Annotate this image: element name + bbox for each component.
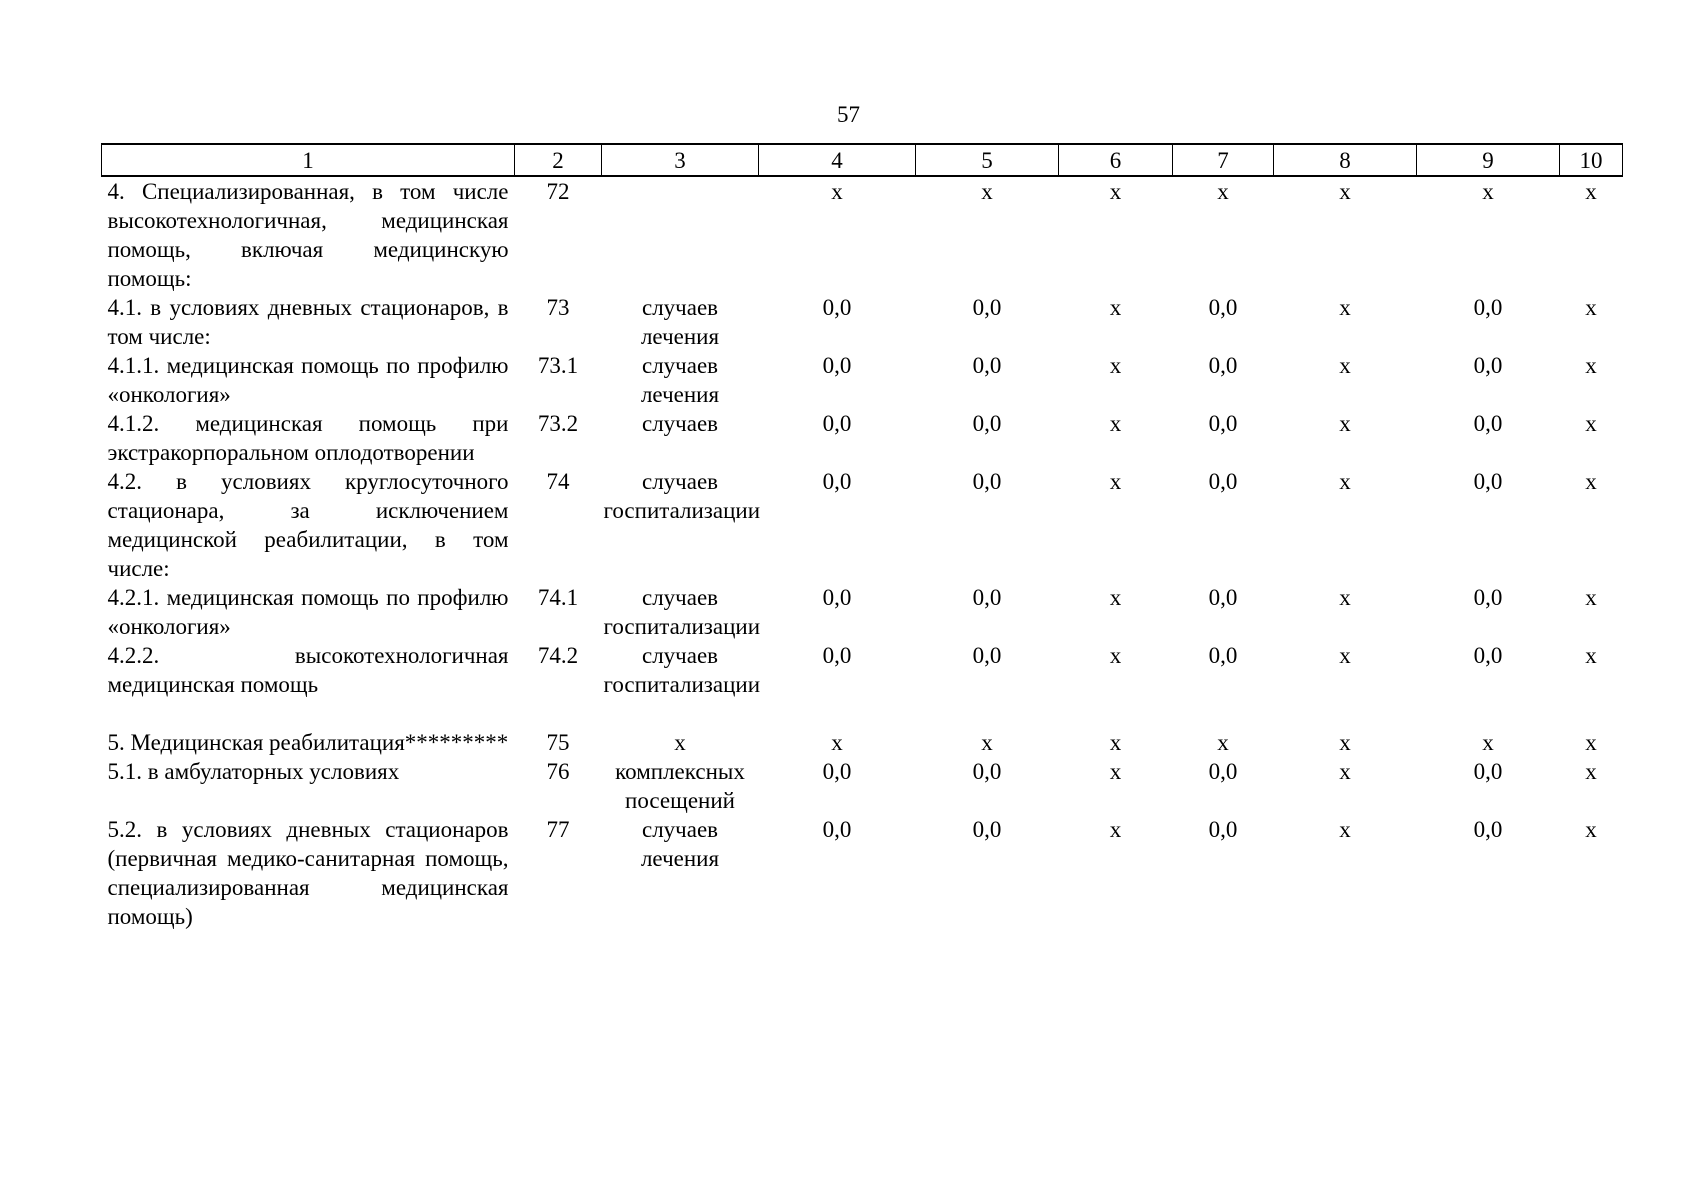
row-value-cell: х <box>1339 643 1351 668</box>
column-header: 7 <box>1173 144 1274 176</box>
row-value-cell: 0,0 <box>1473 585 1503 610</box>
row-code-cell: 76 <box>546 759 570 784</box>
row-value-cell: х <box>1585 469 1597 494</box>
row-value-cell: 0,0 <box>822 585 852 610</box>
row-value-cell: 0,0 <box>1473 469 1503 494</box>
table-row <box>102 815 1623 931</box>
row-value-cell: 0,0 <box>972 295 1002 320</box>
row-value-cell: 0,0 <box>1473 759 1503 784</box>
row-value-cell: 0,0 <box>972 411 1002 436</box>
row-value-cell: х <box>1482 730 1494 755</box>
row-value-cell: х <box>1339 759 1351 784</box>
row-value-cell: х <box>831 730 843 755</box>
row-value-cell: 0,0 <box>1208 759 1238 784</box>
row-value-cell: х <box>1339 179 1351 204</box>
table-row <box>102 467 1623 583</box>
row-value-cell: х <box>1339 411 1351 436</box>
row-value-cell: х <box>1109 179 1122 204</box>
row-value-cell: х <box>1339 585 1351 610</box>
row-value-cell: х <box>1585 295 1597 320</box>
table-row <box>102 409 1623 467</box>
table-row <box>102 728 1623 757</box>
table-row <box>102 293 1623 351</box>
page-number: 57 <box>837 102 860 127</box>
row-value-cell: х <box>981 179 993 204</box>
row-value-cell: 0,0 <box>1208 643 1238 668</box>
row-value-cell: 0,0 <box>972 759 1002 784</box>
row-unit-cell: случаев госпитализации <box>603 469 761 523</box>
row-value-cell: х <box>1217 179 1229 204</box>
column-header: 10 <box>1560 144 1623 176</box>
row-value-cell: х <box>1585 585 1597 610</box>
data-table <box>101 143 1623 931</box>
row-value-cell: х <box>1585 817 1597 842</box>
row-value-cell: 0,0 <box>1208 411 1238 436</box>
row-name-cell: 4.2. в условиях круглосуточного стационара, за исключением медицинской реабилитации, в том числе: <box>107 469 509 581</box>
row-value-cell: 0,0 <box>822 353 852 378</box>
row-value-cell: 0,0 <box>1208 469 1238 494</box>
row-code-cell: 75 <box>546 730 570 755</box>
row-value-cell: 0,0 <box>1473 817 1503 842</box>
column-header: 5 <box>916 144 1059 176</box>
row-value-cell: х <box>1585 730 1597 755</box>
row-value-cell: х <box>1339 817 1351 842</box>
row-value-cell: х <box>1109 353 1122 378</box>
row-value-cell: х <box>1109 730 1122 755</box>
spacer-cell <box>102 699 1623 728</box>
row-name-cell: 4.2.1. медицинская помощь по профилю «онкология» <box>107 585 509 639</box>
row-value-cell: 0,0 <box>1473 353 1503 378</box>
row-value-cell: х <box>1585 353 1597 378</box>
row-value-cell: 0,0 <box>1473 643 1503 668</box>
row-value-cell: 0,0 <box>1473 411 1503 436</box>
table-row <box>102 176 1623 293</box>
column-header: 2 <box>515 144 602 176</box>
row-value-cell: 0,0 <box>972 469 1002 494</box>
row-name-cell: 4.2.2. высокотехнологичная медицинская помощь <box>107 643 509 697</box>
row-value-cell: х <box>1339 353 1351 378</box>
row-name-cell: 5. Медицинская реабилитация********* <box>107 730 509 755</box>
row-name-cell: 4.1. в условиях дневных стационаров, в том числе: <box>107 295 509 349</box>
row-unit-cell: случаев госпитализации <box>603 585 761 639</box>
row-value-cell: х <box>1109 585 1122 610</box>
row-unit-cell: случаев лечения <box>640 817 720 871</box>
row-value-cell: 0,0 <box>1208 585 1238 610</box>
row-name-cell: 4.1.2. медицинская помощь при экстракорпоральном оплодотворении <box>107 411 509 465</box>
row-unit-cell: случаев госпитализации <box>603 643 761 697</box>
row-value-cell: х <box>1339 469 1351 494</box>
row-value-cell: х <box>1109 295 1122 320</box>
column-header: 4 <box>759 144 916 176</box>
row-name-cell: 5.2. в условиях дневных стационаров (первичная медико-санитарная помощь, специализированная медицинская помощь) <box>107 817 509 929</box>
row-unit-cell: случаев <box>641 411 719 436</box>
row-unit-cell <box>602 176 759 293</box>
row-value-cell: 0,0 <box>822 759 852 784</box>
row-code-cell: 74.1 <box>537 585 579 610</box>
table-row <box>102 757 1623 815</box>
row-code-cell: 77 <box>546 817 570 842</box>
row-code-cell: 74 <box>546 469 570 494</box>
column-header: 9 <box>1417 144 1560 176</box>
row-name-cell: 4. Специализированная, в том числе высокотехнологичная, медицинская помощь, включая медицинскую помощь: <box>107 179 509 291</box>
row-unit-cell: комплексных посещений <box>615 759 745 813</box>
row-unit-cell: х <box>674 730 686 755</box>
table-row <box>102 641 1623 699</box>
row-value-cell: 0,0 <box>1473 295 1503 320</box>
row-value-cell: 0,0 <box>822 469 852 494</box>
row-value-cell: х <box>1482 179 1494 204</box>
row-value-cell: х <box>1585 179 1597 204</box>
row-value-cell: 0,0 <box>822 295 852 320</box>
table-row <box>102 351 1623 409</box>
row-value-cell: х <box>1339 730 1351 755</box>
row-value-cell: 0,0 <box>822 411 852 436</box>
row-value-cell: 0,0 <box>822 643 852 668</box>
row-value-cell: х <box>1585 411 1597 436</box>
row-value-cell: 0,0 <box>972 643 1002 668</box>
row-value-cell: х <box>1217 730 1229 755</box>
row-value-cell: х <box>1109 469 1122 494</box>
row-name-cell: 4.1.1. медицинская помощь по профилю «онкология» <box>107 353 509 407</box>
row-value-cell: 0,0 <box>1208 353 1238 378</box>
row-code-cell: 73.2 <box>537 411 579 436</box>
row-value-cell: х <box>1109 759 1122 784</box>
row-code-cell: 73 <box>546 295 570 320</box>
row-value-cell: х <box>1339 295 1351 320</box>
row-value-cell: 0,0 <box>972 817 1002 842</box>
row-value-cell: 0,0 <box>972 585 1002 610</box>
spacer-row <box>102 699 1623 728</box>
column-header: 6 <box>1059 144 1173 176</box>
row-value-cell: 0,0 <box>1208 295 1238 320</box>
row-value-cell: х <box>1585 643 1597 668</box>
column-header: 3 <box>602 144 759 176</box>
column-header: 1 <box>102 144 515 176</box>
column-number-row <box>102 144 1623 176</box>
row-unit-cell: случаев лечения <box>640 295 720 349</box>
row-name-cell: 5.1. в амбулаторных условиях <box>107 759 400 784</box>
row-value-cell: х <box>831 179 843 204</box>
row-value-cell: 0,0 <box>1208 817 1238 842</box>
row-code-cell: 72 <box>546 179 570 204</box>
row-value-cell: х <box>1109 411 1122 436</box>
row-code-cell: 74.2 <box>537 643 579 668</box>
table-row <box>102 583 1623 641</box>
row-value-cell: х <box>981 730 993 755</box>
row-value-cell: х <box>1585 759 1597 784</box>
column-header: 8 <box>1274 144 1417 176</box>
row-value-cell: 0,0 <box>972 353 1002 378</box>
row-code-cell: 73.1 <box>537 353 579 378</box>
row-value-cell: 0,0 <box>822 817 852 842</box>
row-value-cell: х <box>1109 817 1122 842</box>
row-value-cell: х <box>1109 643 1122 668</box>
row-unit-cell: случаев лечения <box>640 353 720 407</box>
